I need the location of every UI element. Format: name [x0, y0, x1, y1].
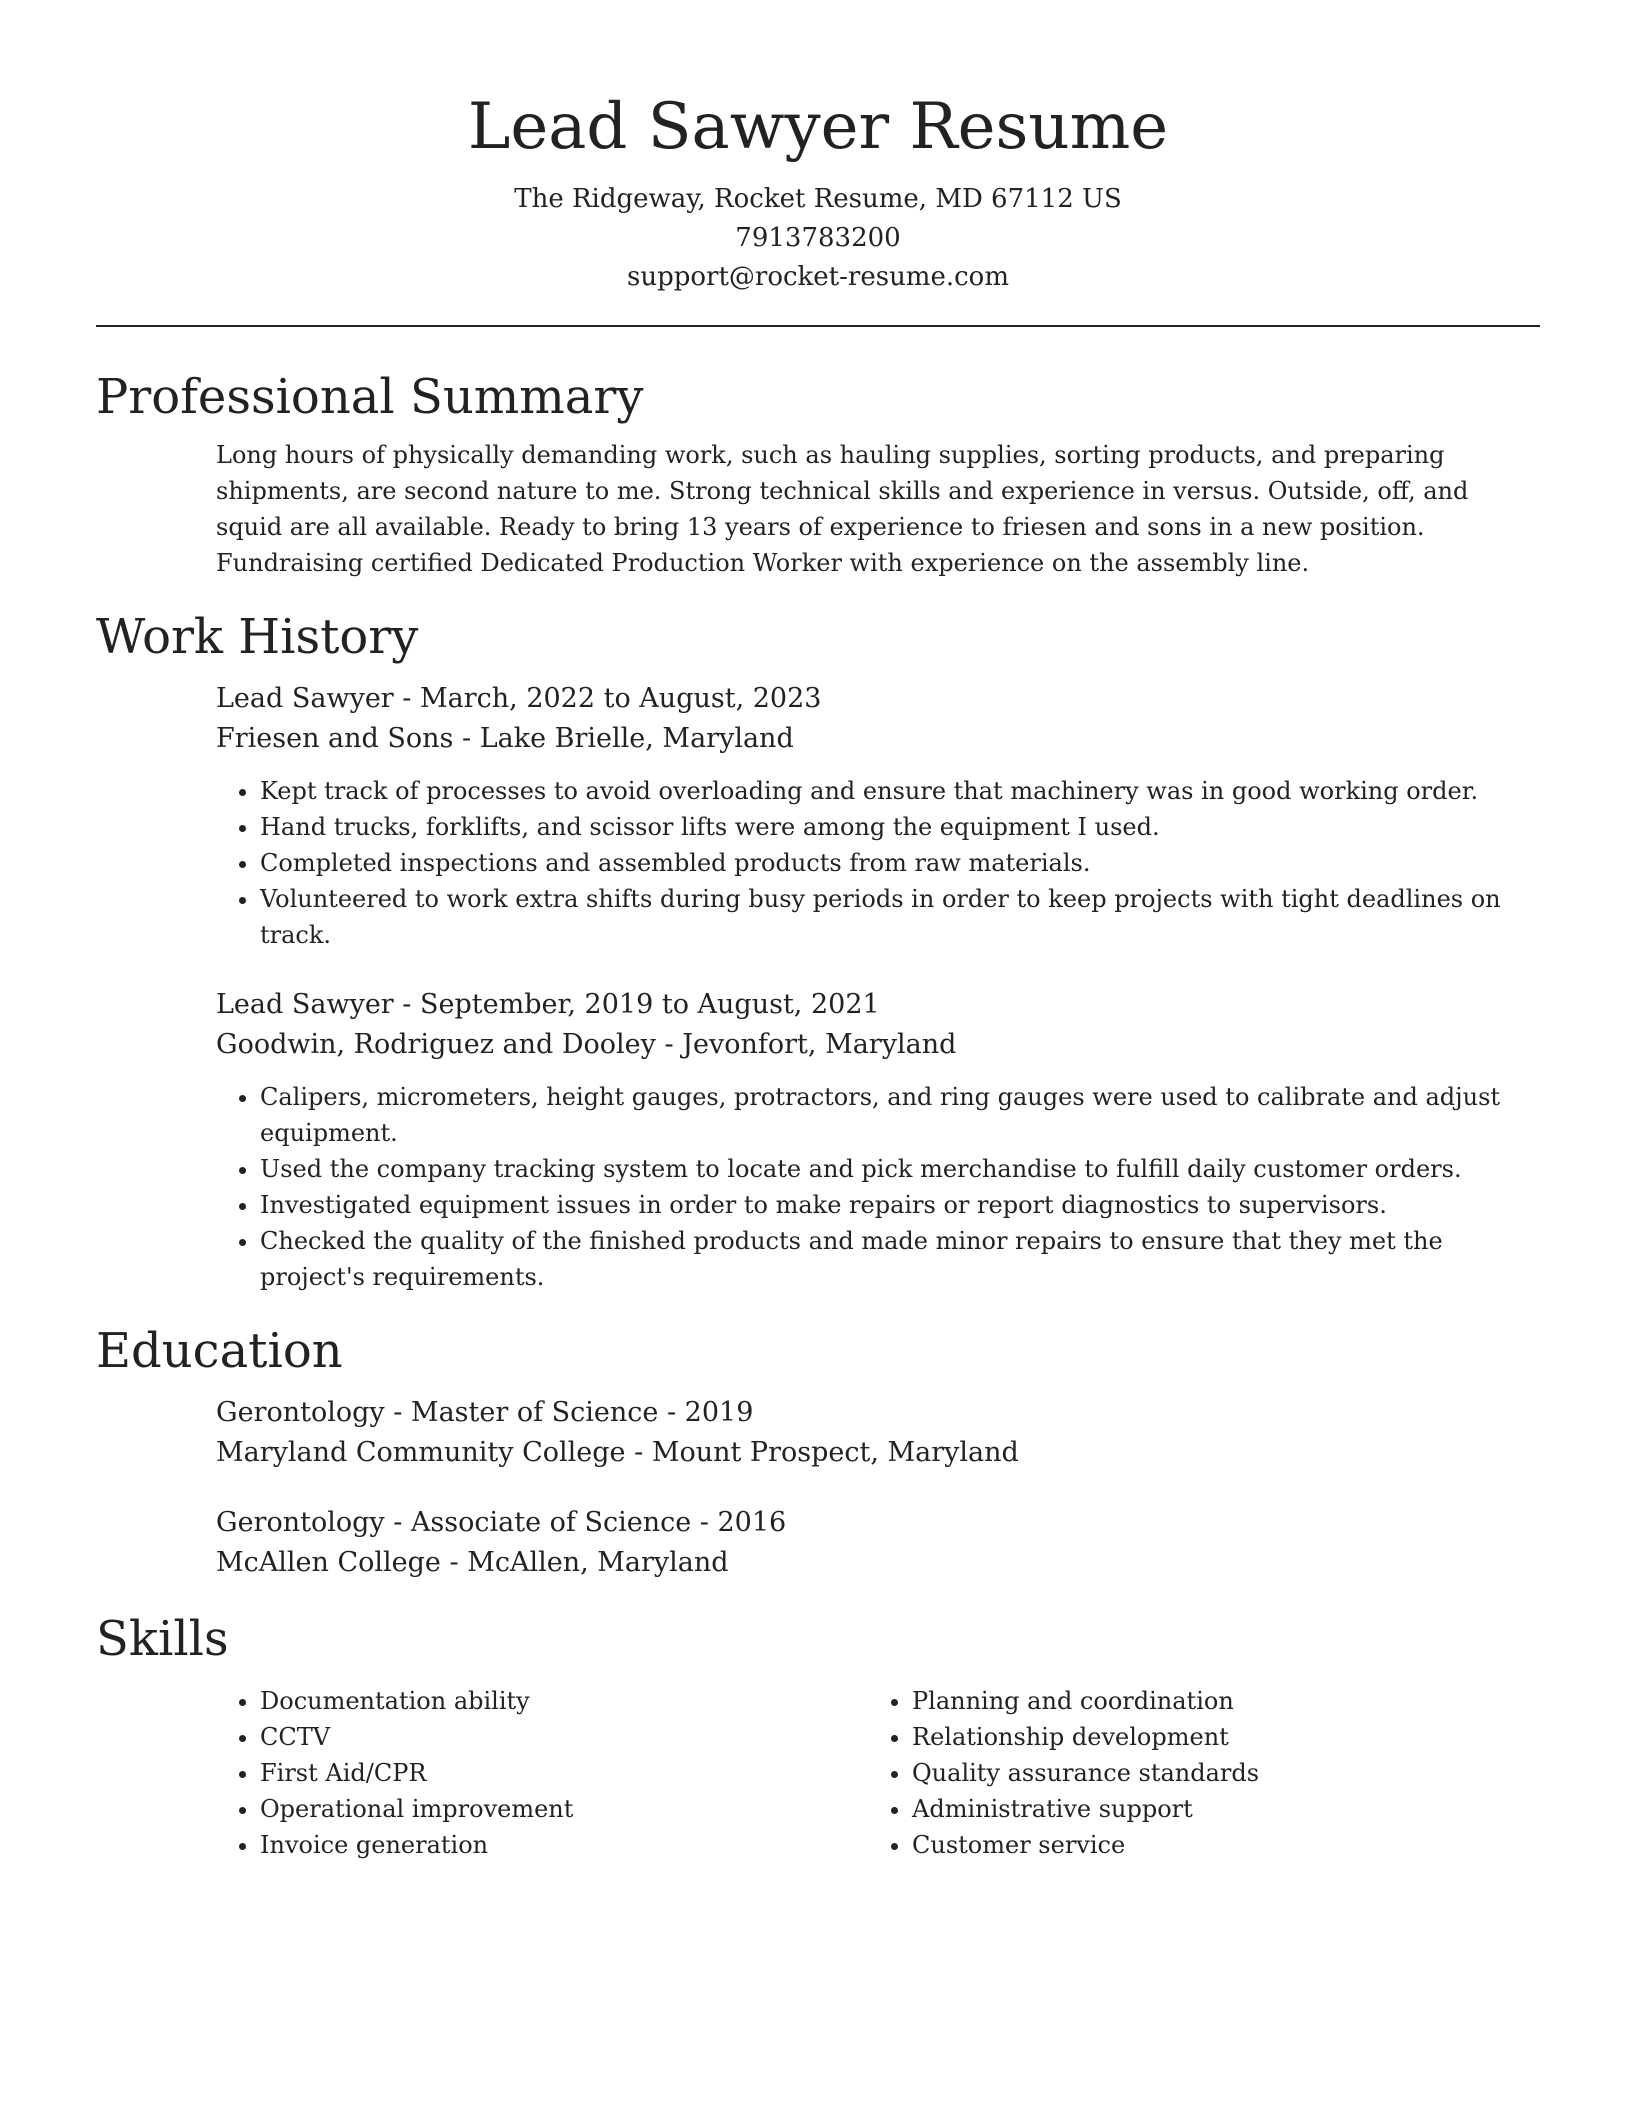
education-section: [96, 1321, 1540, 1583]
education-title: Education: [96, 1323, 343, 1379]
education-entry: [216, 1503, 1540, 1583]
contact-address: The Ridgeway, Rocket Resume, MD 67112 US: [514, 184, 1122, 214]
education-entry: [216, 1393, 1540, 1473]
job-bullet: • Completed inspections and assembled products from raw materials.: [260, 845, 1540, 881]
job-title: Lead Sawyer - September, 2019 to August, 2021: [216, 989, 880, 1020]
skill-item: • Administrative support: [912, 1791, 1520, 1827]
job-entry: [216, 985, 1540, 1295]
job-company: Goodwin, Rodriguez and Dooley - Jevonfort, Maryland: [216, 1029, 957, 1060]
education-degree: Gerontology - Master of Science - 2019: [216, 1397, 754, 1428]
resume-page: [96, 0, 1540, 1863]
job-bullet: • Calipers, micrometers, height gauges, protractors, and ring gauges were used to calibrate and adjust equipment.: [260, 1079, 1540, 1151]
contact-phone: 7913783200: [735, 223, 901, 253]
job-title: Lead Sawyer - March, 2022 to August, 2023: [216, 683, 822, 714]
job-bullet: • Investigated equipment issues in order to make repairs or report diagnostics to supervisors.: [260, 1187, 1540, 1223]
skill-item: • Documentation ability: [260, 1683, 868, 1719]
work-history-title: Work History: [96, 609, 419, 665]
work-history-section: [96, 607, 1540, 1295]
contact-info: [96, 180, 1540, 297]
skill-item: • Relationship development: [912, 1719, 1520, 1755]
summary-title: Professional Summary: [96, 369, 644, 425]
job-bullet: • Kept track of processes to avoid overloading and ensure that machinery was in good working order.: [260, 773, 1540, 809]
skills-column-right: [868, 1683, 1520, 1863]
skill-item: • CCTV: [260, 1719, 868, 1755]
job-bullet: • Hand trucks, forklifts, and scissor lifts were among the equipment I used.: [260, 809, 1540, 845]
skill-item: • Planning and coordination: [912, 1683, 1520, 1719]
job-entry: [216, 679, 1540, 953]
skill-item: • Invoice generation: [260, 1827, 868, 1863]
resume-name: Lead Sawyer Resume: [467, 90, 1169, 164]
job-bullet: • Checked the quality of the finished products and made minor repairs to ensure that they met the project's requirements.: [260, 1223, 1540, 1295]
skills-column-left: [216, 1683, 868, 1863]
summary-section: [96, 367, 1540, 581]
skill-item: • Operational improvement: [260, 1791, 868, 1827]
skills-title: Skills: [96, 1611, 229, 1667]
skill-item: • First Aid/CPR: [260, 1755, 868, 1791]
skill-item: • Customer service: [912, 1827, 1520, 1863]
education-school: Maryland Community College - Mount Prospect, Maryland: [216, 1437, 1019, 1468]
education-school: McAllen College - McAllen, Maryland: [216, 1547, 729, 1578]
summary-text: Long hours of physically demanding work, such as hauling supplies, sorting products, and preparing shipments, are second nature to me. Strong technical skills and experience in versus. Outside, off, and squid are all available. Ready to bring 13 years of experience to friesen and sons in a new position. Fundraising certified Dedicated Production Worker with experience on the assembly line.: [216, 441, 1469, 577]
resume-header: [96, 0, 1540, 297]
job-bullets: [216, 773, 1540, 953]
job-bullet: • Volunteered to work extra shifts during busy periods in order to keep projects with tight deadlines on track.: [260, 881, 1540, 953]
skills-list: [216, 1683, 1540, 1863]
skill-item: • Quality assurance standards: [912, 1755, 1520, 1791]
job-bullet: • Used the company tracking system to locate and pick merchandise to fulfill daily customer orders.: [260, 1151, 1540, 1187]
education-degree: Gerontology - Associate of Science - 2016: [216, 1507, 787, 1538]
job-company: Friesen and Sons - Lake Brielle, Maryland: [216, 723, 794, 754]
job-bullets: [216, 1079, 1540, 1295]
skills-section: [96, 1609, 1540, 1863]
contact-email: support@rocket-resume.com: [626, 262, 1009, 292]
header-divider: [96, 325, 1540, 327]
